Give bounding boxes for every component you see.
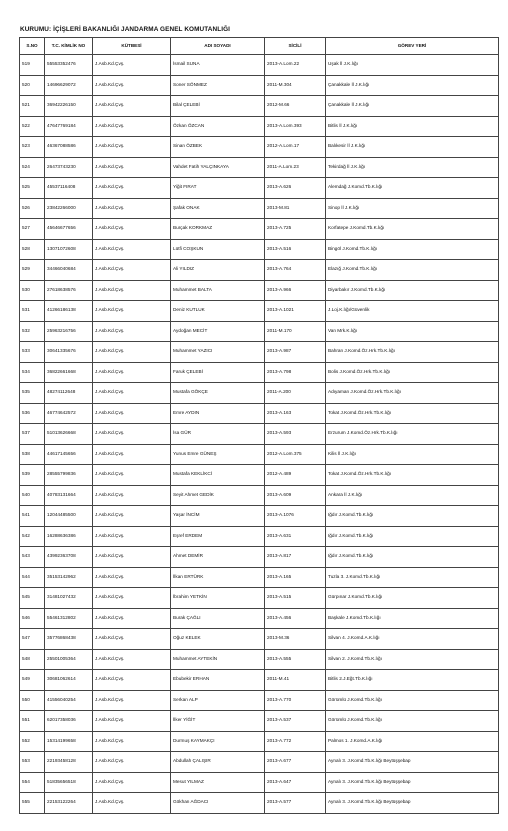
cell-gorev-yeri: Görümlü J.Komd.Tb.K.lığı (326, 711, 499, 732)
cell-kutbesi: J.Asb.Kd.Çvş. (93, 629, 171, 650)
cell-sicili: 2013-A.165 (265, 567, 326, 588)
cell-sicili: 2013-A.456 (265, 608, 326, 629)
cell-sicili: 2013-A.Lom.22 (265, 55, 326, 76)
table-header-row (20, 38, 499, 55)
cell-adi-soyadi: Eşref ERDEM (171, 526, 265, 547)
cell-tc-kimlik-no: 16288636386 (45, 526, 93, 547)
table-row (20, 342, 499, 363)
cell-adi-soyadi: İsa GÜR (171, 424, 265, 445)
cell-kutbesi: J.Asb.Kd.Çvş. (93, 157, 171, 178)
cell-adi-soyadi: İbrahim YETKİN (171, 588, 265, 609)
cell-adi-soyadi: Yaşar İNCİM (171, 506, 265, 527)
cell-sno: 531 (20, 301, 45, 322)
cell-tc-kimlik-no: 22153122264 (45, 793, 93, 814)
table-row (20, 690, 499, 711)
cell-gorev-yeri: Tekirdağ İl J.K.lığı (326, 157, 499, 178)
cell-sno: 529 (20, 260, 45, 281)
cell-sno: 551 (20, 711, 45, 732)
cell-tc-kimlik-no: 45646677656 (45, 219, 93, 240)
cell-sno: 540 (20, 485, 45, 506)
cell-adi-soyadi: Mustafa GÖKÇE (171, 383, 265, 404)
cell-sicili: 2013-A.626 (265, 178, 326, 199)
cell-gorev-yeri: Uşak İl J.K.lığı (326, 55, 499, 76)
column-header-tc-kimlik-no: T.C. KİMLİK NO (45, 38, 93, 55)
cell-kutbesi: J.Asb.Kd.Çvş. (93, 526, 171, 547)
cell-sno: 520 (20, 75, 45, 96)
cell-kutbesi: J.Asb.Kd.Çvş. (93, 465, 171, 486)
cell-kutbesi: J.Asb.Kd.Çvş. (93, 793, 171, 814)
cell-gorev-yeri: Adıyaman J.Komd.Öz.Hrk.Tb.K.lığı (326, 383, 499, 404)
cell-gorev-yeri: Kilis İl J.K.lığı (326, 444, 499, 465)
cell-adi-soyadi: Soner SÖNMEZ (171, 75, 265, 96)
cell-adi-soyadi: Deniz KUTLUK (171, 301, 265, 322)
personnel-table (19, 37, 499, 814)
cell-tc-kimlik-no: 41556040254 (45, 690, 93, 711)
cell-gorev-yeri: Aynalı 3. J.Komd.Tb.K.lığı Beytüşşebap (326, 752, 499, 773)
cell-adi-soyadi: Seyit Ahmet GEDİK (171, 485, 265, 506)
cell-kutbesi: J.Asb.Kd.Çvş. (93, 96, 171, 117)
cell-sno: 530 (20, 280, 45, 301)
cell-kutbesi: J.Asb.Kd.Çvş. (93, 321, 171, 342)
cell-tc-kimlik-no: 55553352476 (45, 55, 93, 76)
cell-sno: 522 (20, 116, 45, 137)
cell-tc-kimlik-no: 51835656518 (45, 772, 93, 793)
cell-kutbesi: J.Asb.Kd.Çvş. (93, 178, 171, 199)
cell-gorev-yeri: Aynalı 3. J.Komd.Tb.K.lığı Beytüşşebap (326, 793, 499, 814)
cell-adi-soyadi: Şafak ONAK (171, 198, 265, 219)
cell-sno: 525 (20, 178, 45, 199)
cell-adi-soyadi: Faruk ÇELEBİ (171, 362, 265, 383)
cell-kutbesi: J.Asb.Kd.Çvş. (93, 690, 171, 711)
table-row (20, 485, 499, 506)
cell-sicili: 2012-A.489 (265, 465, 326, 486)
cell-tc-kimlik-no: 31481027432 (45, 588, 93, 609)
cell-sno: 541 (20, 506, 45, 527)
cell-sicili: 2013-A.966 (265, 280, 326, 301)
cell-kutbesi: J.Asb.Kd.Çvş. (93, 506, 171, 527)
cell-kutbesi: J.Asb.Kd.Çvş. (93, 649, 171, 670)
table-row (20, 239, 499, 260)
cell-kutbesi: J.Asb.Kd.Çvş. (93, 301, 171, 322)
cell-tc-kimlik-no: 47647769184 (45, 116, 93, 137)
cell-kutbesi: J.Asb.Kd.Çvş. (93, 588, 171, 609)
cell-gorev-yeri: J.Loj.K.lığı/Güvenlik (326, 301, 499, 322)
cell-sicili: 2013-A.Lom.393 (265, 116, 326, 137)
cell-kutbesi: J.Asb.Kd.Çvş. (93, 383, 171, 404)
cell-kutbesi: J.Asb.Kd.Çvş. (93, 55, 171, 76)
cell-kutbesi: J.Asb.Kd.Çvş. (93, 772, 171, 793)
cell-gorev-yeri: Van Mrk.K.lığı (326, 321, 499, 342)
cell-sicili: 2013-A.772 (265, 731, 326, 752)
cell-sno: 527 (20, 219, 45, 240)
cell-tc-kimlik-no: 46367088586 (45, 137, 93, 158)
cell-sicili: 2012-M.66 (265, 96, 326, 117)
table-row (20, 649, 499, 670)
cell-sicili: 2013-A.647 (265, 772, 326, 793)
table-row (20, 362, 499, 383)
table-row (20, 301, 499, 322)
cell-kutbesi: J.Asb.Kd.Çvş. (93, 219, 171, 240)
table-row (20, 157, 499, 178)
cell-adi-soyadi: Muhammet BALTA (171, 280, 265, 301)
cell-sicili: 2013-A.577 (265, 793, 326, 814)
cell-kutbesi: J.Asb.Kd.Çvş. (93, 485, 171, 506)
table-row (20, 219, 499, 240)
institution-heading: KURUMU: İÇİŞLERİ BAKANLIĞI JANDARMA GENEL KOMUTANLIĞI (20, 26, 231, 33)
cell-tc-kimlik-no: 36822661668 (45, 362, 93, 383)
cell-gorev-yeri: Korfatepe J.Komd.Tb.K.lığı (326, 219, 499, 240)
cell-kutbesi: J.Asb.Kd.Çvş. (93, 731, 171, 752)
table-row (20, 383, 499, 404)
cell-sicili: 2013-A.631 (265, 526, 326, 547)
cell-kutbesi: J.Asb.Kd.Çvş. (93, 547, 171, 568)
table-row (20, 547, 499, 568)
cell-tc-kimlik-no: 34466040684 (45, 260, 93, 281)
cell-sno: 526 (20, 198, 45, 219)
cell-adi-soyadi: Muhammet YAZICI (171, 342, 265, 363)
cell-sno: 538 (20, 444, 45, 465)
cell-kutbesi: J.Asb.Kd.Çvş. (93, 444, 171, 465)
cell-sicili: 2011-M.41 (265, 670, 326, 691)
cell-tc-kimlik-no: 48274112648 (45, 383, 93, 404)
cell-adi-soyadi: Gökhan AĞDACI (171, 793, 265, 814)
cell-adi-soyadi: Mustafa KEKLİKCİ (171, 465, 265, 486)
cell-kutbesi: J.Asb.Kd.Çvş. (93, 137, 171, 158)
table-row (20, 75, 499, 96)
cell-gorev-yeri: Tokat J.Komd.Öz.Hrk.Tb.K.lığı (326, 403, 499, 424)
table-row (20, 588, 499, 609)
cell-sno: 537 (20, 424, 45, 445)
cell-sno: 548 (20, 649, 45, 670)
cell-sicili: 2013-A.987 (265, 342, 326, 363)
cell-gorev-yeri: Erzurum J.Komd.Öz.Hrk.Tb.K.lığı (326, 424, 499, 445)
cell-gorev-yeri: Aynalı 3. J.Komd.Tb.K.lığı Beytüşşebap (326, 772, 499, 793)
table-row (20, 629, 499, 650)
cell-tc-kimlik-no: 62017358036 (45, 711, 93, 732)
cell-sicili: 2013-A.555 (265, 649, 326, 670)
cell-tc-kimlik-no: 25963216756 (45, 321, 93, 342)
cell-gorev-yeri: Iğdır J.Komd.Tb.K.lığı (326, 526, 499, 547)
cell-sicili: 2013-A.1021 (265, 301, 326, 322)
cell-sno: 523 (20, 137, 45, 158)
table-row (20, 670, 499, 691)
cell-kutbesi: J.Asb.Kd.Çvş. (93, 752, 171, 773)
cell-tc-kimlik-no: 35153142962 (45, 567, 93, 588)
table-row (20, 711, 499, 732)
cell-kutbesi: J.Asb.Kd.Çvş. (93, 116, 171, 137)
cell-adi-soyadi: Vahdet Fatih YALÇINKAYA (171, 157, 265, 178)
cell-kutbesi: J.Asb.Kd.Çvş. (93, 239, 171, 260)
column-header-adi-soyadi: ADI SOYADI (171, 38, 265, 55)
cell-sno: 545 (20, 588, 45, 609)
cell-tc-kimlik-no: 40783131664 (45, 485, 93, 506)
table-row (20, 198, 499, 219)
table-row (20, 260, 499, 281)
table-row (20, 403, 499, 424)
cell-gorev-yeri: Silvan 2. J.Komd.Tb.K.lığı (326, 649, 499, 670)
cell-gorev-yeri: Silvan 4. J.Komd.A.K.lığı (326, 629, 499, 650)
cell-sicili: 2013-A.163 (265, 403, 326, 424)
cell-sicili: 2013-A.516 (265, 239, 326, 260)
cell-sicili: 2013-M.36 (265, 629, 326, 650)
cell-sno: 549 (20, 670, 45, 691)
cell-sicili: 2012-A.Lom.375 (265, 444, 326, 465)
cell-sicili: 2011-A.200 (265, 383, 326, 404)
cell-adi-soyadi: Abdullah ÇALIŞIR (171, 752, 265, 773)
cell-adi-soyadi: Lütfi COŞKUN (171, 239, 265, 260)
cell-gorev-yeri: Tokat J.Komd.Öz.Hrk.Tb.K.lığı (326, 465, 499, 486)
cell-gorev-yeri: Sinop İl J.K.lığı (326, 198, 499, 219)
table-row (20, 137, 499, 158)
cell-tc-kimlik-no: 30681062614 (45, 670, 93, 691)
cell-sicili: 2013-M.81 (265, 198, 326, 219)
column-header-kutbesi: KÜTBESİ (93, 38, 171, 55)
cell-adi-soyadi: Burçak KORKMAZ (171, 219, 265, 240)
cell-sicili: 2013-A.593 (265, 424, 326, 445)
cell-sicili: 2013-A.1076 (265, 506, 326, 527)
cell-gorev-yeri: Başkale J.Komd.Tb.K.lığı (326, 608, 499, 629)
cell-sno: 533 (20, 342, 45, 363)
cell-kutbesi: J.Asb.Kd.Çvş. (93, 424, 171, 445)
cell-sno: 544 (20, 567, 45, 588)
cell-adi-soyadi: İlkan ERTÜRK (171, 567, 265, 588)
cell-adi-soyadi: Mesut YILMAZ (171, 772, 265, 793)
cell-sicili: 2013-A.609 (265, 485, 326, 506)
cell-sicili: 2013-A.677 (265, 752, 326, 773)
cell-adi-soyadi: Aydoğan MECİT (171, 321, 265, 342)
cell-sno: 550 (20, 690, 45, 711)
cell-sno: 535 (20, 383, 45, 404)
cell-gorev-yeri: Ankara İl J.K.lığı (326, 485, 499, 506)
table-row (20, 506, 499, 527)
cell-sno: 532 (20, 321, 45, 342)
cell-kutbesi: J.Asb.Kd.Çvş. (93, 342, 171, 363)
cell-gorev-yeri: Diyarbakır J.Komd.Tb.K.lığı (326, 280, 499, 301)
cell-tc-kimlik-no: 25501005364 (45, 649, 93, 670)
cell-sicili: 2013-A.725 (265, 219, 326, 240)
cell-tc-kimlik-no: 43992363708 (45, 547, 93, 568)
cell-sno: 528 (20, 239, 45, 260)
cell-sno: 553 (20, 752, 45, 773)
cell-tc-kimlik-no: 41266186138 (45, 301, 93, 322)
table-row (20, 752, 499, 773)
column-header-sno: S.NO (20, 38, 45, 55)
cell-gorev-yeri: Gürpınar J.Komd.Tb.K.lığı (326, 588, 499, 609)
column-header-gorev-yeri: GÖREV YERİ (326, 38, 499, 55)
cell-adi-soyadi: Burak ÇAĞLI (171, 608, 265, 629)
cell-tc-kimlik-no: 13071072608 (45, 239, 93, 260)
cell-kutbesi: J.Asb.Kd.Çvş. (93, 362, 171, 383)
table-row (20, 526, 499, 547)
cell-gorev-yeri: Görümlü J.Komd.Tb.K.lığı (326, 690, 499, 711)
cell-tc-kimlik-no: 12044485500 (45, 506, 93, 527)
cell-adi-soyadi: Ahmet DEMİR (171, 547, 265, 568)
cell-gorev-yeri: Alemdağ J.Komd.Tb.K.lığı (326, 178, 499, 199)
cell-sno: 536 (20, 403, 45, 424)
cell-adi-soyadi: Durmuş KAYMAKÇI (171, 731, 265, 752)
cell-adi-soyadi: Muhammet AYTEKİN (171, 649, 265, 670)
cell-tc-kimlik-no: 45537116408 (45, 178, 93, 199)
cell-adi-soyadi: Serkan ALP (171, 690, 265, 711)
cell-tc-kimlik-no: 15314199658 (45, 731, 93, 752)
cell-tc-kimlik-no: 44617145656 (45, 444, 93, 465)
cell-sno: 519 (20, 55, 45, 76)
cell-sicili: 2013-A.817 (265, 547, 326, 568)
cell-kutbesi: J.Asb.Kd.Çvş. (93, 260, 171, 281)
cell-gorev-yeri: Bahran J.Komd.Öz.Hrk.Tb.K.lığı (326, 342, 499, 363)
cell-sicili: 2013-A.764 (265, 260, 326, 281)
cell-sicili: 2013-A.770 (265, 690, 326, 711)
table-row (20, 55, 499, 76)
cell-gorev-yeri: Palmos 1. J.Komd.A.K.lığı (326, 731, 499, 752)
cell-kutbesi: J.Asb.Kd.Çvş. (93, 198, 171, 219)
cell-kutbesi: J.Asb.Kd.Çvş. (93, 567, 171, 588)
cell-tc-kimlik-no: 36942226150 (45, 96, 93, 117)
cell-adi-soyadi: Sinan ÖZBEK (171, 137, 265, 158)
cell-gorev-yeri: Iğdır J.Komd.Tb.K.lığı (326, 506, 499, 527)
table-row (20, 444, 499, 465)
cell-sicili: 2011-A.Lom.23 (265, 157, 326, 178)
cell-sno: 521 (20, 96, 45, 117)
cell-sicili: 2013-A.798 (265, 362, 326, 383)
cell-sicili: 2013-A.515 (265, 588, 326, 609)
cell-tc-kimlik-no: 46774642572 (45, 403, 93, 424)
cell-sno: 542 (20, 526, 45, 547)
cell-tc-kimlik-no: 51013626668 (45, 424, 93, 445)
cell-sno: 546 (20, 608, 45, 629)
table-row (20, 280, 499, 301)
cell-sno: 524 (20, 157, 45, 178)
table-row (20, 567, 499, 588)
cell-adi-soyadi: Özkan ÖZCAN (171, 116, 265, 137)
cell-kutbesi: J.Asb.Kd.Çvş. (93, 670, 171, 691)
cell-sicili: 2012-A.Lom.17 (265, 137, 326, 158)
cell-tc-kimlik-no: 27618638576 (45, 280, 93, 301)
cell-sno: 555 (20, 793, 45, 814)
cell-sno: 539 (20, 465, 45, 486)
cell-gorev-yeri: Elazığ J.Komd.Tb.K.lığı (326, 260, 499, 281)
cell-kutbesi: J.Asb.Kd.Çvş. (93, 711, 171, 732)
cell-sicili: 2011-M.170 (265, 321, 326, 342)
cell-gorev-yeri: Bingöl J.Komd.Tb.K.lığı (326, 239, 499, 260)
cell-tc-kimlik-no: 23842266000 (45, 198, 93, 219)
cell-gorev-yeri: Tuzla 3. J.Komd.Tb.K.lığı (326, 567, 499, 588)
table-row (20, 793, 499, 814)
cell-adi-soyadi: Oğuz KELEK (171, 629, 265, 650)
cell-gorev-yeri: Çanakkale İl J.K.lığı (326, 75, 499, 96)
cell-gorev-yeri: Iğdır J.Komd.Tb.K.lığı (326, 547, 499, 568)
table-row (20, 96, 499, 117)
cell-sicili: 2011-M.304 (265, 75, 326, 96)
cell-sno: 554 (20, 772, 45, 793)
cell-adi-soyadi: İlker YİĞİT (171, 711, 265, 732)
cell-gorev-yeri: Bitlis 2.J.Eğt.Tb.K.lığı (326, 670, 499, 691)
cell-sno: 547 (20, 629, 45, 650)
table-row (20, 772, 499, 793)
table-row (20, 178, 499, 199)
cell-sno: 543 (20, 547, 45, 568)
table-row (20, 116, 499, 137)
table-row (20, 608, 499, 629)
cell-tc-kimlik-no: 28555799836 (45, 465, 93, 486)
cell-tc-kimlik-no: 14696629072 (45, 75, 93, 96)
cell-adi-soyadi: Yunus Emre GÜNEŞ (171, 444, 265, 465)
cell-gorev-yeri: Balıkesir İl J.K.lığı (326, 137, 499, 158)
table-row (20, 465, 499, 486)
cell-adi-soyadi: İsmail SUNA (171, 55, 265, 76)
cell-adi-soyadi: Bilal ÇELEBİ (171, 96, 265, 117)
cell-adi-soyadi: Ali YILDIZ (171, 260, 265, 281)
cell-sno: 552 (20, 731, 45, 752)
cell-kutbesi: J.Asb.Kd.Çvş. (93, 75, 171, 96)
cell-tc-kimlik-no: 30641335676 (45, 342, 93, 363)
cell-tc-kimlik-no: 26473743230 (45, 157, 93, 178)
cell-adi-soyadi: Yiğit FIRAT (171, 178, 265, 199)
cell-gorev-yeri: Çanakkale İl J.K.lığı (326, 96, 499, 117)
cell-kutbesi: J.Asb.Kd.Çvş. (93, 280, 171, 301)
cell-kutbesi: J.Asb.Kd.Çvş. (93, 403, 171, 424)
cell-sno: 534 (20, 362, 45, 383)
cell-tc-kimlik-no: 55461312802 (45, 608, 93, 629)
column-header-sicili: SİCİLİ (265, 38, 326, 55)
cell-adi-soyadi: Ebubekir ERHAN (171, 670, 265, 691)
cell-gorev-yeri: Bitlis İl J.K.lığı (326, 116, 499, 137)
table-row (20, 321, 499, 342)
cell-tc-kimlik-no: 22193458128 (45, 752, 93, 773)
cell-gorev-yeri: Bolis J.Komd.Öz.Hrk.Tb.K.lığı (326, 362, 499, 383)
cell-adi-soyadi: Emre AYDIN (171, 403, 265, 424)
table-row (20, 424, 499, 445)
table-row (20, 731, 499, 752)
cell-tc-kimlik-no: 35776868438 (45, 629, 93, 650)
cell-sicili: 2013-A.537 (265, 711, 326, 732)
cell-kutbesi: J.Asb.Kd.Çvş. (93, 608, 171, 629)
table-body (20, 55, 499, 814)
